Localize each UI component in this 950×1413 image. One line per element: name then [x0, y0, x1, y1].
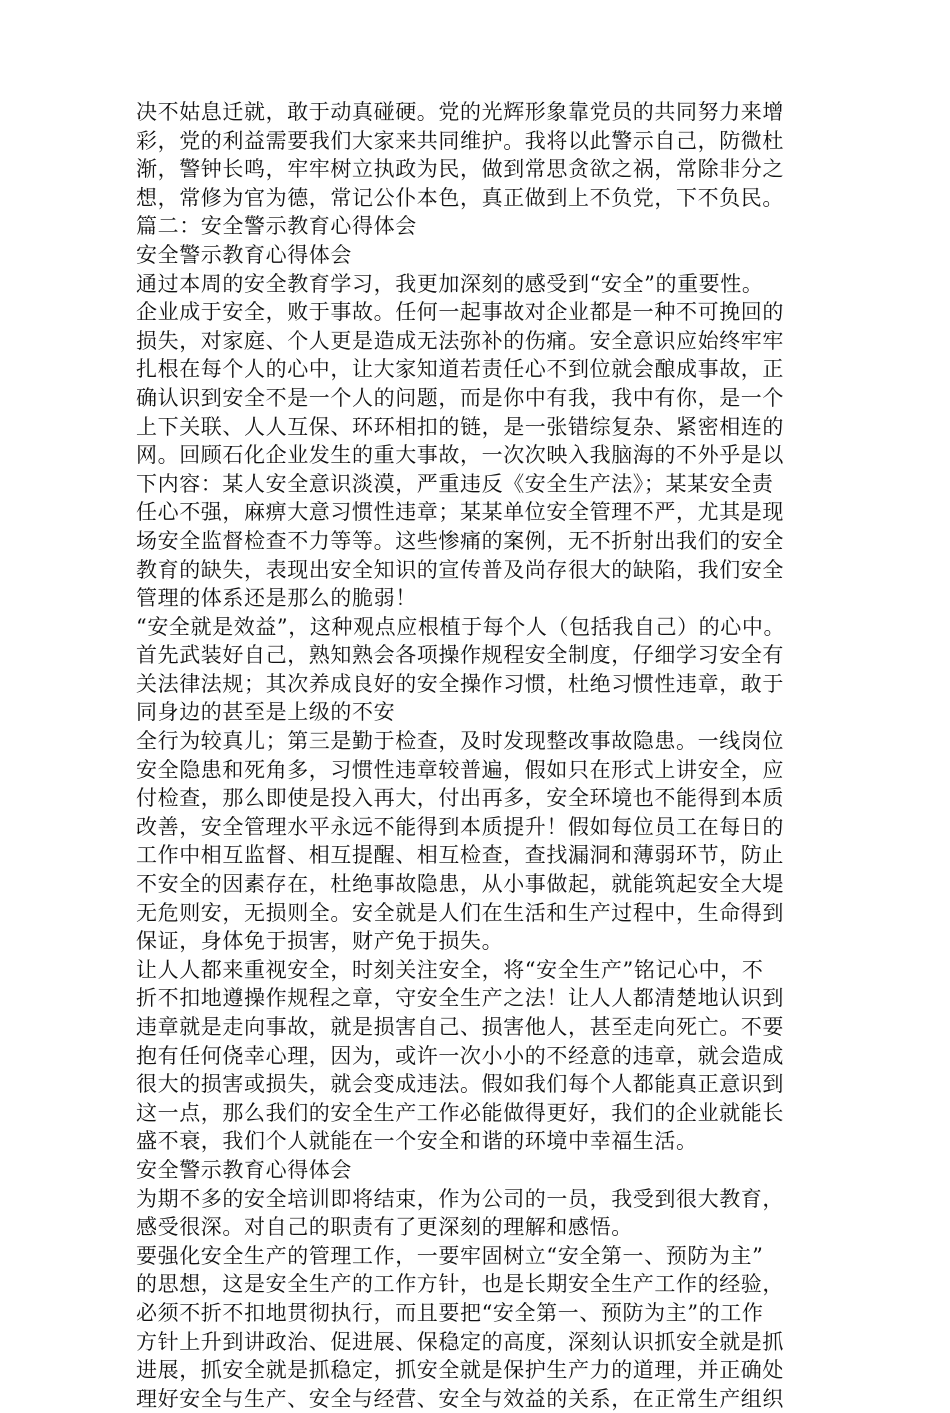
- text-line: 确认识到安全不是一个人的问题，而是你中有我，我中有你，是一个: [136, 385, 784, 410]
- text-line: “安全就是效益”，这种观点应根植于每个人（包括我自己）的心中。: [136, 614, 786, 639]
- text-line: 教育的缺失，表现出安全知识的宣传普及尚存很大的缺陷，我们安全: [136, 557, 784, 582]
- text-line: 进展，抓安全就是抓稳定，抓安全就是保护生产力的道理，并正确处: [136, 1358, 784, 1383]
- text-line: 不安全的因素存在，杜绝事故隐患，从小事做起，就能筑起安全大堤: [136, 872, 784, 897]
- text-line: 感受很深。对自己的职责有了更深刻的理解和感悟。: [136, 1215, 633, 1240]
- text-line: 通过本周的安全教育学习，我更加深刻的感受到“安全”的重要性。: [136, 271, 764, 296]
- text-line: 决不姑息迁就，敢于动真碰硬。党的光辉形象靠党员的共同努力来增: [136, 100, 784, 124]
- text-line: 关法律法规；其次养成良好的安全操作习惯，杜绝习惯性违章，敢于: [136, 671, 784, 696]
- text-line: 付检查，那么即使是投入再大，付出再多，安全环境也不能得到本质: [136, 786, 784, 811]
- text-line: 损失，对家庭、个人更是造成无法弥补的伤痛。安全意识应始终牢牢: [136, 328, 784, 353]
- text-line: 无危则安，无损则全。安全就是人们在生活和生产过程中，生命得到: [136, 900, 784, 925]
- text-line: 改善，安全管理水平永远不能得到本质提升！假如每位员工在每日的: [136, 814, 784, 839]
- text-line: 这一点，那么我们的安全生产工作必能做得更好，我们的企业就能长: [136, 1100, 784, 1125]
- text-line: 方针上升到讲政治、促进展、保稳定的高度，深刻认识抓安全就是抓: [136, 1329, 784, 1354]
- text-line: 下内容：某人安全意识淡漠，严重违反《安全生产法》；某某安全责: [136, 471, 774, 496]
- text-line: 保证，身体免于损害，财产免于损失。: [136, 929, 504, 954]
- section-heading: 篇二：安全警示教育心得体会: [136, 214, 417, 239]
- text-line: 渐，警钟长鸣，牢牢树立执政为民，做到常思贪欲之祸，常除非分之: [136, 157, 784, 182]
- text-line: 盛不衰，我们个人就能在一个安全和谐的环境中幸福生活。: [136, 1129, 698, 1154]
- document-body: [136, 98, 826, 1413]
- text-line: 彩，党的利益需要我们大家来共同维护。我将以此警示自己，防微杜: [136, 128, 784, 153]
- text-line: 违章就是走向事故，就是损害自己、损害他人，甚至走向死亡。不要: [136, 1015, 784, 1039]
- text-line: 让人人都来重视安全，时刻关注安全，将“安全生产”铭记心中，不: [136, 957, 764, 982]
- text-line: 场安全监督检查不力等等。这些惨痛的案例，无不折射出我们的安全: [136, 528, 784, 553]
- text-line: 为期不多的安全培训即将结束，作为公司的一员，我受到很大教育，: [136, 1186, 784, 1211]
- text-line: 上下关联、人人互保、环环相扣的链，是一张错综复杂、紧密相连的: [136, 414, 784, 439]
- text-line: 同身边的甚至是上级的不安: [136, 700, 396, 725]
- text-line: 全行为较真儿；第三是勤于检查，及时发现整改事故隐患。一线岗位: [136, 729, 784, 754]
- text-line: 的思想，这是安全生产的工作方针，也是长期安全生产工作的经验，: [136, 1272, 784, 1297]
- text-line: 折不扣地遵操作规程之章，守安全生产之法！让人人都清楚地认识到: [136, 986, 784, 1011]
- text-line: 管理的体系还是那么的脆弱！: [136, 586, 417, 611]
- text-line: 首先武装好自己，熟知熟会各项操作规程安全制度，仔细学习安全有: [136, 643, 784, 668]
- text-line: 想，常修为官为德，常记公仆本色，真正做到上不负党，下不负民。: [136, 185, 784, 210]
- text-line: 必须不折不扣地贯彻执行，而且要把“安全第一、预防为主”的工作: [136, 1300, 764, 1325]
- text-line: 理好安全与生产、安全与经营、安全与效益的关系，在正常生产组织: [136, 1386, 784, 1411]
- text-line: 扎根在每个人的心中，让大家知道若责任心不到位就会酿成事故，正: [136, 357, 784, 382]
- text-line: 网。回顾石化企业发生的重大事故，一次次映入我脑海的不外乎是以: [136, 443, 784, 468]
- text-line: 工作中相互监督、相互提醒、相互检查，查找漏洞和薄弱环节，防止: [136, 843, 784, 868]
- article-title: 安全警示教育心得体会: [136, 242, 352, 267]
- text-line: 很大的损害或损失，就会变成违法。假如我们每个人都能真正意识到: [136, 1072, 784, 1097]
- text-line: 抱有任何侥幸心理，因为，或许一次小小的不经意的违章，就会造成: [136, 1043, 784, 1068]
- text-line: 安全隐患和死角多，习惯性违章较普遍，假如只在形式上讲安全，应: [136, 757, 784, 782]
- text-line: 任心不强，麻痹大意习惯性违章；某某单位安全管理不严，尤其是现: [136, 500, 784, 525]
- article-title: 安全警示教育心得体会: [136, 1157, 352, 1182]
- text-line: 企业成于安全，败于事故。任何一起事故对企业都是一种不可挽回的: [136, 300, 784, 325]
- text-line: 要强化安全生产的管理工作，一要牢固树立“安全第一、预防为主”: [136, 1243, 764, 1268]
